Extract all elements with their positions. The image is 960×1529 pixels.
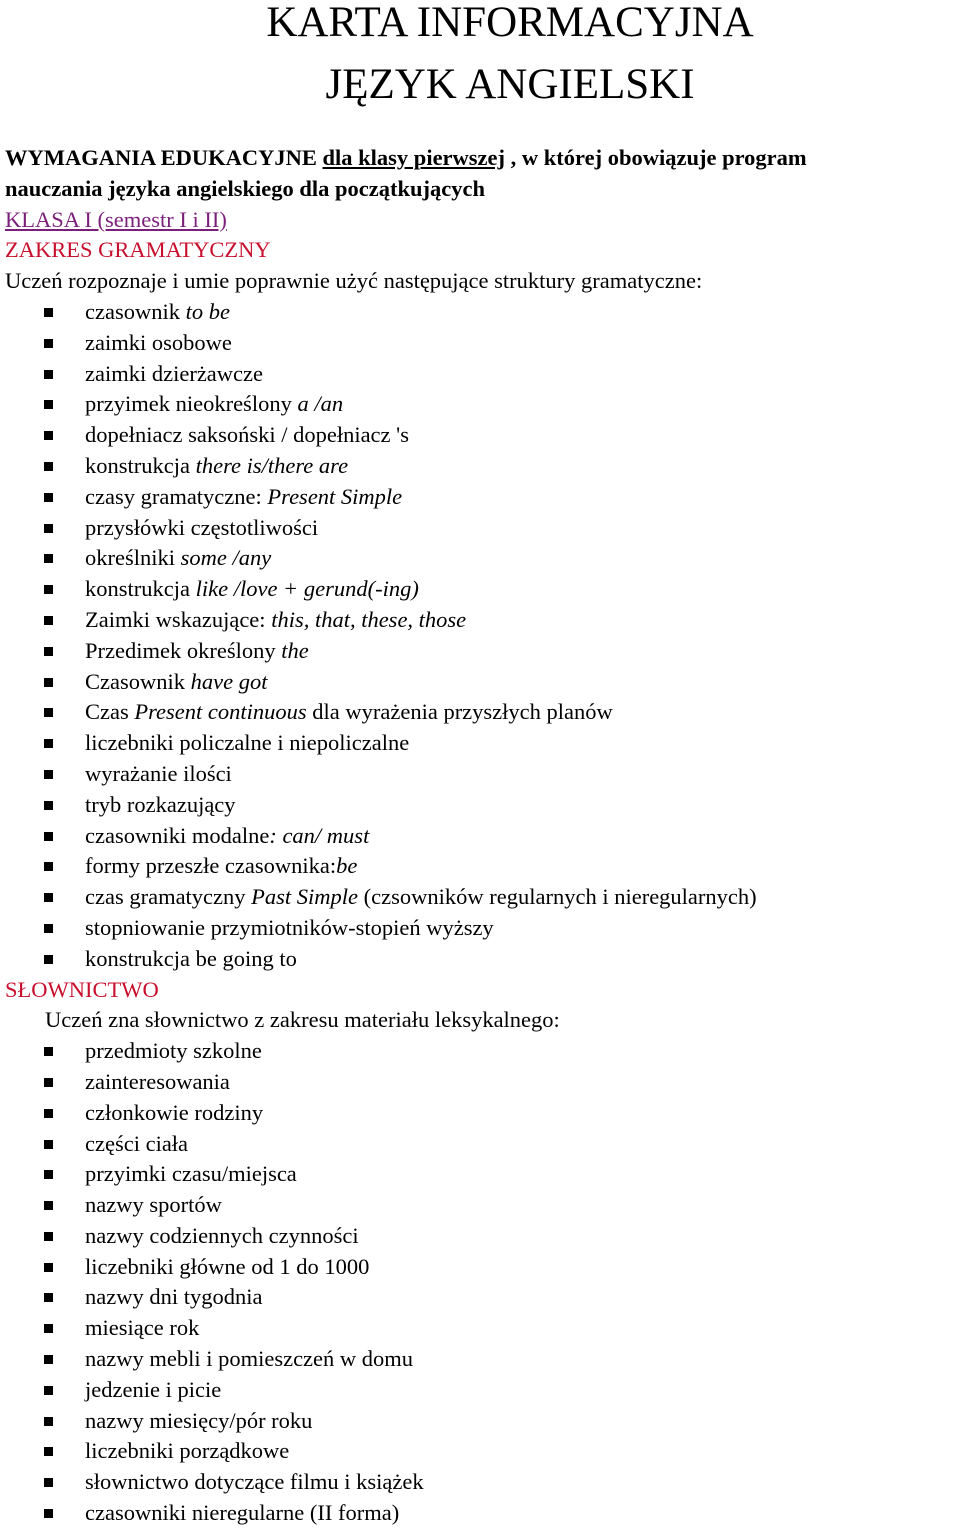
grammar-list-item — [5, 574, 960, 605]
square-bullet-icon — [44, 801, 53, 810]
square-bullet-icon — [44, 1170, 53, 1179]
square-bullet-icon — [44, 1232, 53, 1241]
square-bullet-icon — [44, 708, 53, 717]
grammar-item-term: Past Simple — [251, 884, 359, 910]
grammar-list-item — [5, 882, 960, 913]
class-heading: KLASA I (semestr I i II) — [5, 206, 227, 232]
grammar-list-item — [5, 759, 960, 790]
square-bullet-icon — [44, 370, 53, 379]
square-bullet-icon — [44, 1263, 53, 1272]
vocabulary-item-text: części ciała — [85, 1130, 189, 1156]
intro-class-link: dla klasy pierwszej — [322, 145, 506, 170]
vocabulary-item-text: przyimki czasu/miejsca — [85, 1161, 297, 1187]
vocabulary-item-text: przedmioty szkolne — [85, 1038, 262, 1064]
vocabulary-list-item — [5, 1036, 960, 1067]
square-bullet-icon — [44, 585, 53, 594]
square-bullet-icon — [44, 1509, 53, 1518]
vocabulary-intro: Uczeń zna słownictwo z zakresu materiału leksykalnego: — [45, 1007, 560, 1033]
grammar-intro: Uczeń rozpoznaje i umie poprawnie użyć następujące struktury gramatyczne: — [5, 268, 703, 294]
grammar-item-suffix: dla wyrażenia przyszłych planów — [306, 699, 613, 725]
grammar-item-term: a /an — [297, 391, 344, 417]
vocabulary-item-text: nazwy mebli i pomieszczeń w domu — [85, 1346, 414, 1372]
square-bullet-icon — [44, 616, 53, 625]
vocabulary-list-item — [5, 1344, 960, 1375]
square-bullet-icon — [44, 924, 53, 933]
vocabulary-list-item — [5, 1467, 960, 1498]
vocabulary-list-item — [5, 1129, 960, 1160]
grammar-item-text: Zaimki wskazujące: — [85, 606, 272, 632]
square-bullet-icon — [44, 1478, 53, 1487]
vocabulary-list-item — [5, 1406, 960, 1437]
square-bullet-icon — [44, 1417, 53, 1426]
square-bullet-icon — [44, 678, 53, 687]
square-bullet-icon — [44, 400, 53, 409]
grammar-item-term: there is/there are — [195, 452, 349, 478]
grammar-list-item — [5, 543, 960, 574]
grammar-item-text: czasownik — [85, 298, 186, 324]
grammar-heading: ZAKRES GRAMATYCZNY — [5, 237, 271, 263]
vocabulary-item-text: członkowie rodziny — [85, 1099, 264, 1125]
grammar-list-item — [5, 389, 960, 420]
grammar-item-text: stopniowanie przymiotników-stopień wyższy — [85, 914, 494, 940]
vocabulary-list — [5, 1036, 960, 1529]
grammar-item-text: czas gramatyczny — [85, 884, 252, 910]
vocabulary-list-item — [5, 1159, 960, 1190]
grammar-list-item — [5, 636, 960, 667]
grammar-list-item — [5, 297, 960, 328]
square-bullet-icon — [44, 770, 53, 779]
square-bullet-icon — [44, 1201, 53, 1210]
square-bullet-icon — [44, 1140, 53, 1149]
grammar-item-text: konstrukcja be going to — [85, 945, 297, 971]
grammar-item-text: przysłówki częstotliwości — [85, 514, 319, 540]
vocabulary-list-item — [5, 1375, 960, 1406]
square-bullet-icon — [44, 1324, 53, 1333]
grammar-item-text: określniki — [85, 545, 181, 571]
vocabulary-list-item — [5, 1498, 960, 1529]
square-bullet-icon — [44, 739, 53, 748]
intro-part-1: WYMAGANIA EDUKACYJNE — [5, 145, 323, 170]
grammar-list-item — [5, 821, 960, 852]
grammar-list-item — [5, 944, 960, 975]
vocabulary-item-text: miesiące rok — [85, 1315, 200, 1341]
vocabulary-list-item — [5, 1252, 960, 1283]
vocabulary-item-text: nazwy sportów — [85, 1192, 222, 1218]
vocabulary-item-text: czasowniki nieregularne (II forma) — [85, 1500, 400, 1526]
square-bullet-icon — [44, 462, 53, 471]
grammar-item-text: czasowniki modalne — [85, 822, 270, 848]
grammar-list-item — [5, 667, 960, 698]
vocabulary-heading: SŁOWNICTWO — [5, 976, 159, 1002]
grammar-list — [5, 297, 960, 975]
square-bullet-icon — [44, 1386, 53, 1395]
square-bullet-icon — [44, 554, 53, 563]
square-bullet-icon — [44, 308, 53, 317]
vocabulary-list-item — [5, 1067, 960, 1098]
grammar-list-item — [5, 851, 960, 882]
grammar-item-text: wyrażanie ilości — [85, 760, 232, 786]
grammar-list-item — [5, 605, 960, 636]
grammar-list-item — [5, 420, 960, 451]
vocabulary-item-text: jedzenie i picie — [85, 1376, 222, 1402]
vocabulary-list-item — [5, 1436, 960, 1467]
intro-line-2: nauczania języka angielskiego dla początkujących — [5, 175, 486, 201]
grammar-list-item — [5, 728, 960, 759]
grammar-list-item — [5, 697, 960, 728]
grammar-item-term: Present continuous — [134, 699, 307, 725]
square-bullet-icon — [44, 339, 53, 348]
grammar-list-item — [5, 790, 960, 821]
grammar-item-term: the — [281, 637, 309, 663]
grammar-list-item — [5, 451, 960, 482]
grammar-item-suffix: (czsowników regularnych i nieregularnych) — [358, 884, 757, 910]
square-bullet-icon — [44, 832, 53, 841]
grammar-item-term: Present Simple — [267, 483, 403, 509]
grammar-item-text: liczebniki policzalne i niepoliczalne — [85, 730, 410, 756]
grammar-item-text: formy przeszłe czasownika: — [85, 853, 337, 879]
vocabulary-item-text: liczebniki główne od 1 do 1000 — [85, 1253, 370, 1279]
grammar-item-text: tryb rozkazujący — [85, 791, 236, 817]
vocabulary-item-text: nazwy miesięcy/pór roku — [85, 1407, 313, 1433]
square-bullet-icon — [44, 493, 53, 502]
square-bullet-icon — [44, 1355, 53, 1364]
vocabulary-item-text: zainteresowania — [85, 1068, 230, 1094]
grammar-list-item — [5, 359, 960, 390]
grammar-item-text: zaimki dzierżawcze — [85, 360, 264, 386]
square-bullet-icon — [44, 1293, 53, 1302]
grammar-item-text: Przedimek określony — [85, 637, 282, 663]
vocabulary-list-item — [5, 1098, 960, 1129]
square-bullet-icon — [44, 1047, 53, 1056]
vocabulary-item-text: słownictwo dotyczące filmu i książek — [85, 1469, 424, 1495]
square-bullet-icon — [44, 647, 53, 656]
grammar-item-text: zaimki osobowe — [85, 329, 232, 355]
square-bullet-icon — [44, 955, 53, 964]
grammar-item-text: dopełniacz saksoński / dopełniacz 's — [85, 422, 409, 448]
grammar-item-term: have got — [190, 668, 268, 694]
vocabulary-item-text: nazwy codziennych czynności — [85, 1222, 359, 1248]
grammar-item-term: like /love + gerund(-ing) — [195, 576, 419, 602]
grammar-item-term: some /any — [180, 545, 272, 571]
square-bullet-icon — [44, 1109, 53, 1118]
intro-part-3: , w której obowiązuje program — [505, 145, 807, 170]
document-title: KARTA INFORMACYJNA — [266, 0, 754, 46]
square-bullet-icon — [44, 1447, 53, 1456]
vocabulary-list-item — [5, 1190, 960, 1221]
grammar-item-text: konstrukcja — [85, 452, 196, 478]
grammar-item-text: konstrukcja — [85, 576, 196, 602]
vocabulary-item-text: liczebniki porządkowe — [85, 1438, 290, 1464]
grammar-item-term: : can/ must — [269, 822, 370, 848]
grammar-list-item — [5, 513, 960, 544]
grammar-item-text: czasy gramatyczne: — [85, 483, 268, 509]
grammar-item-term: be — [336, 853, 358, 879]
grammar-item-text: Czas — [85, 699, 135, 725]
grammar-item-text: Czasownik — [85, 668, 191, 694]
square-bullet-icon — [44, 862, 53, 871]
grammar-list-item — [5, 482, 960, 513]
square-bullet-icon — [44, 1078, 53, 1087]
grammar-list-item — [5, 913, 960, 944]
square-bullet-icon — [44, 431, 53, 440]
document-body — [5, 143, 960, 1529]
square-bullet-icon — [44, 893, 53, 902]
grammar-item-text: przyimek nieokreślony — [85, 391, 298, 417]
square-bullet-icon — [44, 524, 53, 533]
vocabulary-list-item — [5, 1221, 960, 1252]
grammar-item-term: this, that, these, those — [271, 606, 467, 632]
intro-line-1 — [5, 143, 960, 174]
grammar-item-term: to be — [185, 298, 230, 324]
grammar-list-item — [5, 328, 960, 359]
document-subtitle: JĘZYK ANGIELSKI — [325, 61, 695, 108]
vocabulary-list-item — [5, 1282, 960, 1313]
vocabulary-item-text: nazwy dni tygodnia — [85, 1284, 263, 1310]
vocabulary-list-item — [5, 1313, 960, 1344]
